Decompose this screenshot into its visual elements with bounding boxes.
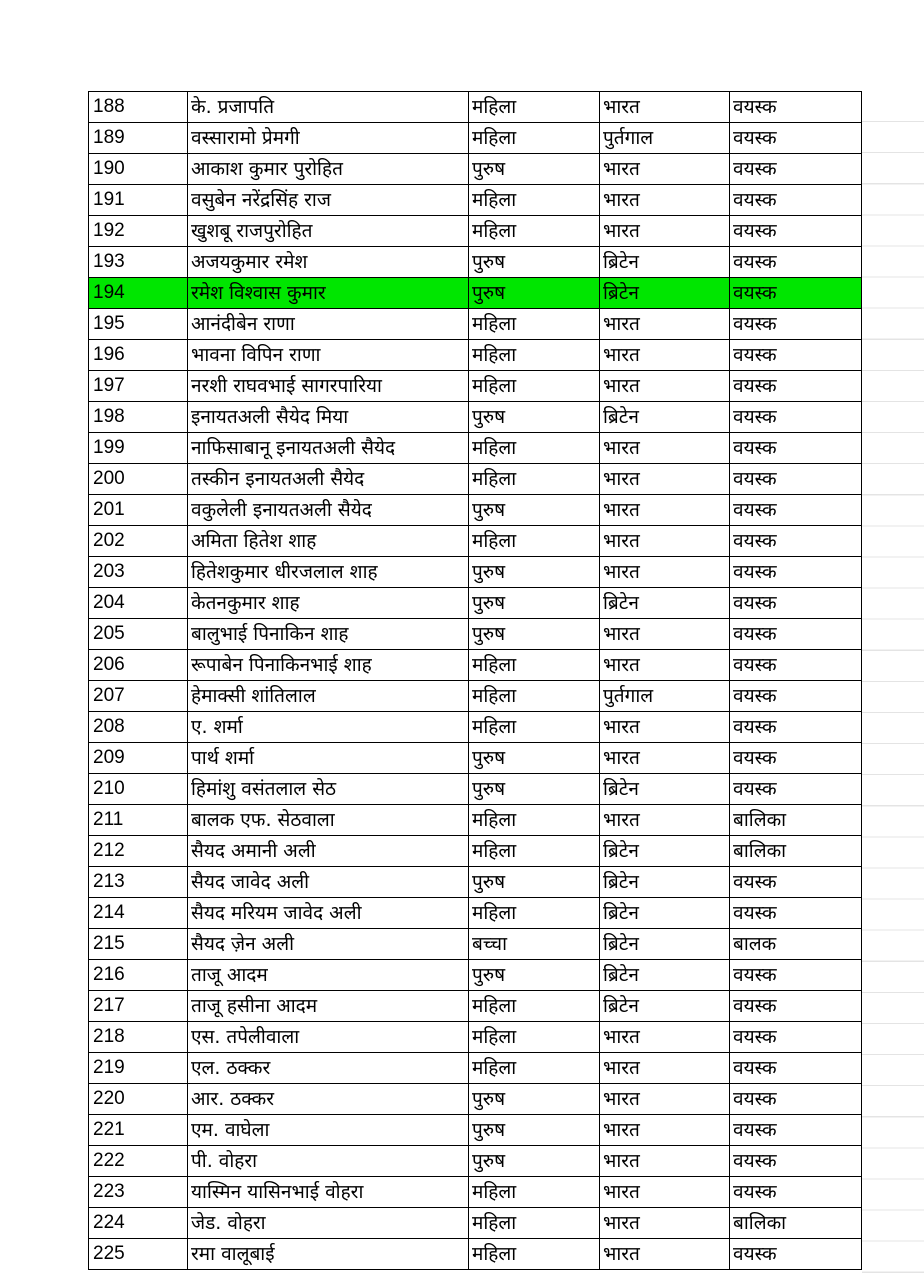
passenger-category: वयस्क bbox=[730, 1084, 862, 1115]
passenger-category: वयस्क bbox=[730, 1115, 862, 1146]
row-number: 188 bbox=[89, 92, 188, 123]
passenger-category: बालिका bbox=[730, 836, 862, 867]
passenger-name: अजयकुमार रमेश bbox=[188, 247, 469, 278]
passenger-country: भारत bbox=[600, 433, 730, 464]
passenger-gender: महिला bbox=[469, 1053, 600, 1084]
table-row bbox=[89, 557, 862, 588]
row-number: 190 bbox=[89, 154, 188, 185]
row-number: 193 bbox=[89, 247, 188, 278]
passenger-country: ब्रिटेन bbox=[600, 588, 730, 619]
row-number: 203 bbox=[89, 557, 188, 588]
passenger-name: हेमाक्सी शांतिलाल bbox=[188, 681, 469, 712]
adjacent-column-gridlines bbox=[862, 91, 924, 1274]
highlighted-table-row bbox=[89, 278, 862, 309]
passenger-name: आनंदीबेन राणा bbox=[188, 309, 469, 340]
passenger-gender: महिला bbox=[469, 898, 600, 929]
passenger-country: भारत bbox=[600, 743, 730, 774]
table-row bbox=[89, 495, 862, 526]
passenger-gender: पुरुष bbox=[469, 557, 600, 588]
passenger-country: भारत bbox=[600, 1208, 730, 1239]
row-number: 217 bbox=[89, 991, 188, 1022]
passenger-name: अमिता हितेश शाह bbox=[188, 526, 469, 557]
table-row bbox=[89, 867, 862, 898]
passenger-category: वयस्क bbox=[730, 216, 862, 247]
passenger-country: ब्रिटेन bbox=[600, 278, 730, 309]
row-number: 215 bbox=[89, 929, 188, 960]
passenger-category: वयस्क bbox=[730, 867, 862, 898]
passenger-category: वयस्क bbox=[730, 1239, 862, 1270]
passenger-gender: महिला bbox=[469, 836, 600, 867]
passenger-gender: महिला bbox=[469, 805, 600, 836]
row-number: 199 bbox=[89, 433, 188, 464]
passenger-country: ब्रिटेन bbox=[600, 836, 730, 867]
row-number: 218 bbox=[89, 1022, 188, 1053]
row-number: 197 bbox=[89, 371, 188, 402]
table-row bbox=[89, 681, 862, 712]
table-row bbox=[89, 1239, 862, 1270]
passenger-gender: महिला bbox=[469, 92, 600, 123]
row-number: 206 bbox=[89, 650, 188, 681]
row-number: 213 bbox=[89, 867, 188, 898]
passenger-category: बालिका bbox=[730, 805, 862, 836]
passenger-category: वयस्क bbox=[730, 185, 862, 216]
passenger-name: नरशी राघवभाई सागरपारिया bbox=[188, 371, 469, 402]
passenger-country: भारत bbox=[600, 1146, 730, 1177]
passenger-country: ब्रिटेन bbox=[600, 402, 730, 433]
passenger-country: भारत bbox=[600, 1022, 730, 1053]
passenger-name: ताजू हसीना आदम bbox=[188, 991, 469, 1022]
row-number: 221 bbox=[89, 1115, 188, 1146]
passenger-gender: महिला bbox=[469, 433, 600, 464]
row-number: 220 bbox=[89, 1084, 188, 1115]
passenger-name: ताजू आदम bbox=[188, 960, 469, 991]
row-number: 222 bbox=[89, 1146, 188, 1177]
table-row bbox=[89, 588, 862, 619]
passenger-category: वयस्क bbox=[730, 464, 862, 495]
table-row bbox=[89, 371, 862, 402]
passenger-name: इनायतअली सैयेद मिया bbox=[188, 402, 469, 433]
passenger-country: भारत bbox=[600, 309, 730, 340]
passenger-gender: महिला bbox=[469, 216, 600, 247]
passenger-country: भारत bbox=[600, 557, 730, 588]
passenger-country: भारत bbox=[600, 1115, 730, 1146]
row-number: 202 bbox=[89, 526, 188, 557]
passenger-category: वयस्क bbox=[730, 1022, 862, 1053]
row-number: 192 bbox=[89, 216, 188, 247]
passenger-category: वयस्क bbox=[730, 495, 862, 526]
passenger-country: भारत bbox=[600, 464, 730, 495]
passenger-country: भारत bbox=[600, 1239, 730, 1270]
table-row bbox=[89, 340, 862, 371]
passenger-category: वयस्क bbox=[730, 371, 862, 402]
table-row bbox=[89, 650, 862, 681]
passenger-category: बालक bbox=[730, 929, 862, 960]
passenger-name: बालुभाई पिनाकिन शाह bbox=[188, 619, 469, 650]
passenger-gender: पुरुष bbox=[469, 588, 600, 619]
passenger-country: पुर्तगाल bbox=[600, 123, 730, 154]
row-number: 201 bbox=[89, 495, 188, 526]
passenger-name: वसुबेन नरेंद्रसिंह राज bbox=[188, 185, 469, 216]
passenger-country: भारत bbox=[600, 619, 730, 650]
table-row bbox=[89, 1208, 862, 1239]
row-number: 210 bbox=[89, 774, 188, 805]
passenger-category: वयस्क bbox=[730, 619, 862, 650]
passenger-name: खुशबू राजपुरोहित bbox=[188, 216, 469, 247]
passenger-category: वयस्क bbox=[730, 1146, 862, 1177]
passenger-country: भारत bbox=[600, 371, 730, 402]
row-number: 211 bbox=[89, 805, 188, 836]
passenger-country: भारत bbox=[600, 1177, 730, 1208]
row-number: 191 bbox=[89, 185, 188, 216]
table-row bbox=[89, 154, 862, 185]
passenger-category: वयस्क bbox=[730, 588, 862, 619]
passenger-name: सैयद जावेद अली bbox=[188, 867, 469, 898]
table-row bbox=[89, 712, 862, 743]
passenger-gender: महिला bbox=[469, 123, 600, 154]
table-row bbox=[89, 991, 862, 1022]
passenger-gender: पुरुष bbox=[469, 743, 600, 774]
passenger-name: पार्थ शर्मा bbox=[188, 743, 469, 774]
row-number: 214 bbox=[89, 898, 188, 929]
passenger-country: भारत bbox=[600, 1084, 730, 1115]
passenger-name: नाफिसाबानू इनायतअली सैयेद bbox=[188, 433, 469, 464]
passenger-country: भारत bbox=[600, 650, 730, 681]
passenger-name: तस्कीन इनायतअली सैयेद bbox=[188, 464, 469, 495]
passenger-name: रमा वालूबाई bbox=[188, 1239, 469, 1270]
row-number: 207 bbox=[89, 681, 188, 712]
row-number: 223 bbox=[89, 1177, 188, 1208]
passenger-category: वयस्क bbox=[730, 123, 862, 154]
passenger-gender: पुरुष bbox=[469, 247, 600, 278]
passenger-category: वयस्क bbox=[730, 774, 862, 805]
passenger-category: वयस्क bbox=[730, 247, 862, 278]
row-number: 195 bbox=[89, 309, 188, 340]
passenger-table bbox=[88, 91, 862, 1270]
passenger-name: आकाश कुमार पुरोहित bbox=[188, 154, 469, 185]
passenger-name: हितेशकुमार धीरजलाल शाह bbox=[188, 557, 469, 588]
table-row bbox=[89, 898, 862, 929]
passenger-category: वयस्क bbox=[730, 991, 862, 1022]
table-row bbox=[89, 433, 862, 464]
passenger-name: एस. तपेलीवाला bbox=[188, 1022, 469, 1053]
passenger-category: वयस्क bbox=[730, 1177, 862, 1208]
passenger-name: यास्मिन यासिनभाई वोहरा bbox=[188, 1177, 469, 1208]
table-row bbox=[89, 464, 862, 495]
passenger-gender: पुरुष bbox=[469, 960, 600, 991]
table-row bbox=[89, 247, 862, 278]
row-number: 224 bbox=[89, 1208, 188, 1239]
passenger-name: रमेश विश्वास कुमार bbox=[188, 278, 469, 309]
passenger-category: वयस्क bbox=[730, 960, 862, 991]
passenger-category: वयस्क bbox=[730, 1053, 862, 1084]
table-row bbox=[89, 1022, 862, 1053]
passenger-gender: महिला bbox=[469, 650, 600, 681]
passenger-category: वयस्क bbox=[730, 650, 862, 681]
row-number: 209 bbox=[89, 743, 188, 774]
passenger-category: वयस्क bbox=[730, 433, 862, 464]
passenger-gender: महिला bbox=[469, 1208, 600, 1239]
passenger-gender: पुरुष bbox=[469, 495, 600, 526]
passenger-country: भारत bbox=[600, 154, 730, 185]
passenger-category: वयस्क bbox=[730, 743, 862, 774]
passenger-name: आर. ठक्कर bbox=[188, 1084, 469, 1115]
passenger-gender: महिला bbox=[469, 1022, 600, 1053]
row-number: 200 bbox=[89, 464, 188, 495]
table-row bbox=[89, 960, 862, 991]
passenger-gender: महिला bbox=[469, 681, 600, 712]
passenger-table-body bbox=[89, 92, 862, 1270]
passenger-gender: पुरुष bbox=[469, 278, 600, 309]
passenger-name: रूपाबेन पिनाकिनभाई शाह bbox=[188, 650, 469, 681]
passenger-category: वयस्क bbox=[730, 681, 862, 712]
passenger-name: सैयद मरियम जावेद अली bbox=[188, 898, 469, 929]
table-row bbox=[89, 526, 862, 557]
passenger-name: केतनकुमार शाह bbox=[188, 588, 469, 619]
row-number: 208 bbox=[89, 712, 188, 743]
passenger-name: पी. वोहरा bbox=[188, 1146, 469, 1177]
passenger-name: हिमांशु वसंतलाल सेठ bbox=[188, 774, 469, 805]
passenger-gender: महिला bbox=[469, 526, 600, 557]
row-number: 189 bbox=[89, 123, 188, 154]
passenger-gender: महिला bbox=[469, 309, 600, 340]
passenger-name: वकुलेली इनायतअली सैयेद bbox=[188, 495, 469, 526]
passenger-gender: पुरुष bbox=[469, 154, 600, 185]
passenger-category: वयस्क bbox=[730, 712, 862, 743]
table-row bbox=[89, 619, 862, 650]
table-row bbox=[89, 1177, 862, 1208]
passenger-category: वयस्क bbox=[730, 278, 862, 309]
row-number: 204 bbox=[89, 588, 188, 619]
passenger-category: वयस्क bbox=[730, 340, 862, 371]
passenger-gender: महिला bbox=[469, 371, 600, 402]
passenger-gender: महिला bbox=[469, 1239, 600, 1270]
passenger-gender: पुरुष bbox=[469, 1115, 600, 1146]
passenger-country: पुर्तगाल bbox=[600, 681, 730, 712]
passenger-name: सैयद ज़ेन अली bbox=[188, 929, 469, 960]
passenger-country: भारत bbox=[600, 185, 730, 216]
passenger-name: बालक एफ. सेठवाला bbox=[188, 805, 469, 836]
table-row bbox=[89, 1146, 862, 1177]
passenger-name: जेड. वोहरा bbox=[188, 1208, 469, 1239]
row-number: 205 bbox=[89, 619, 188, 650]
passenger-name: एल. ठक्कर bbox=[188, 1053, 469, 1084]
passenger-name: वस्सारामो प्रेमगी bbox=[188, 123, 469, 154]
passenger-category: वयस्क bbox=[730, 309, 862, 340]
passenger-country: ब्रिटेन bbox=[600, 774, 730, 805]
passenger-category: वयस्क bbox=[730, 154, 862, 185]
passenger-gender: महिला bbox=[469, 185, 600, 216]
passenger-gender: महिला bbox=[469, 991, 600, 1022]
passenger-country: ब्रिटेन bbox=[600, 898, 730, 929]
passenger-category: वयस्क bbox=[730, 557, 862, 588]
passenger-gender: पुरुष bbox=[469, 1146, 600, 1177]
passenger-gender: महिला bbox=[469, 340, 600, 371]
passenger-country: ब्रिटेन bbox=[600, 960, 730, 991]
passenger-country: भारत bbox=[600, 495, 730, 526]
passenger-gender: बच्चा bbox=[469, 929, 600, 960]
table-row bbox=[89, 123, 862, 154]
passenger-country: ब्रिटेन bbox=[600, 867, 730, 898]
table-row bbox=[89, 402, 862, 433]
passenger-name: ए. शर्मा bbox=[188, 712, 469, 743]
row-number: 219 bbox=[89, 1053, 188, 1084]
passenger-name: सैयद अमानी अली bbox=[188, 836, 469, 867]
passenger-country: ब्रिटेन bbox=[600, 929, 730, 960]
table-row bbox=[89, 185, 862, 216]
passenger-category: वयस्क bbox=[730, 92, 862, 123]
passenger-country: भारत bbox=[600, 216, 730, 247]
passenger-gender: महिला bbox=[469, 464, 600, 495]
passenger-country: भारत bbox=[600, 805, 730, 836]
passenger-gender: पुरुष bbox=[469, 774, 600, 805]
table-row bbox=[89, 1053, 862, 1084]
table-row bbox=[89, 836, 862, 867]
passenger-country: भारत bbox=[600, 1053, 730, 1084]
row-number: 212 bbox=[89, 836, 188, 867]
passenger-name: के. प्रजापति bbox=[188, 92, 469, 123]
passenger-gender: पुरुष bbox=[469, 1084, 600, 1115]
passenger-category: वयस्क bbox=[730, 898, 862, 929]
row-number: 194 bbox=[89, 278, 188, 309]
passenger-country: भारत bbox=[600, 340, 730, 371]
row-number: 196 bbox=[89, 340, 188, 371]
table-row bbox=[89, 929, 862, 960]
passenger-gender: पुरुष bbox=[469, 619, 600, 650]
passenger-country: भारत bbox=[600, 526, 730, 557]
table-row bbox=[89, 92, 862, 123]
table-row bbox=[89, 805, 862, 836]
passenger-country: ब्रिटेन bbox=[600, 991, 730, 1022]
passenger-country: भारत bbox=[600, 712, 730, 743]
row-number: 225 bbox=[89, 1239, 188, 1270]
passenger-name: भावना विपिन राणा bbox=[188, 340, 469, 371]
passenger-category: वयस्क bbox=[730, 526, 862, 557]
passenger-gender: पुरुष bbox=[469, 867, 600, 898]
passenger-gender: पुरुष bbox=[469, 402, 600, 433]
passenger-name: एम. वाघेला bbox=[188, 1115, 469, 1146]
table-row bbox=[89, 309, 862, 340]
table-row bbox=[89, 774, 862, 805]
passenger-gender: महिला bbox=[469, 1177, 600, 1208]
passenger-category: वयस्क bbox=[730, 402, 862, 433]
table-row bbox=[89, 743, 862, 774]
row-number: 198 bbox=[89, 402, 188, 433]
passenger-gender: महिला bbox=[469, 712, 600, 743]
table-row bbox=[89, 1084, 862, 1115]
row-number: 216 bbox=[89, 960, 188, 991]
table-row bbox=[89, 216, 862, 247]
passenger-country: भारत bbox=[600, 92, 730, 123]
passenger-category: बालिका bbox=[730, 1208, 862, 1239]
table-row bbox=[89, 1115, 862, 1146]
passenger-country: ब्रिटेन bbox=[600, 247, 730, 278]
